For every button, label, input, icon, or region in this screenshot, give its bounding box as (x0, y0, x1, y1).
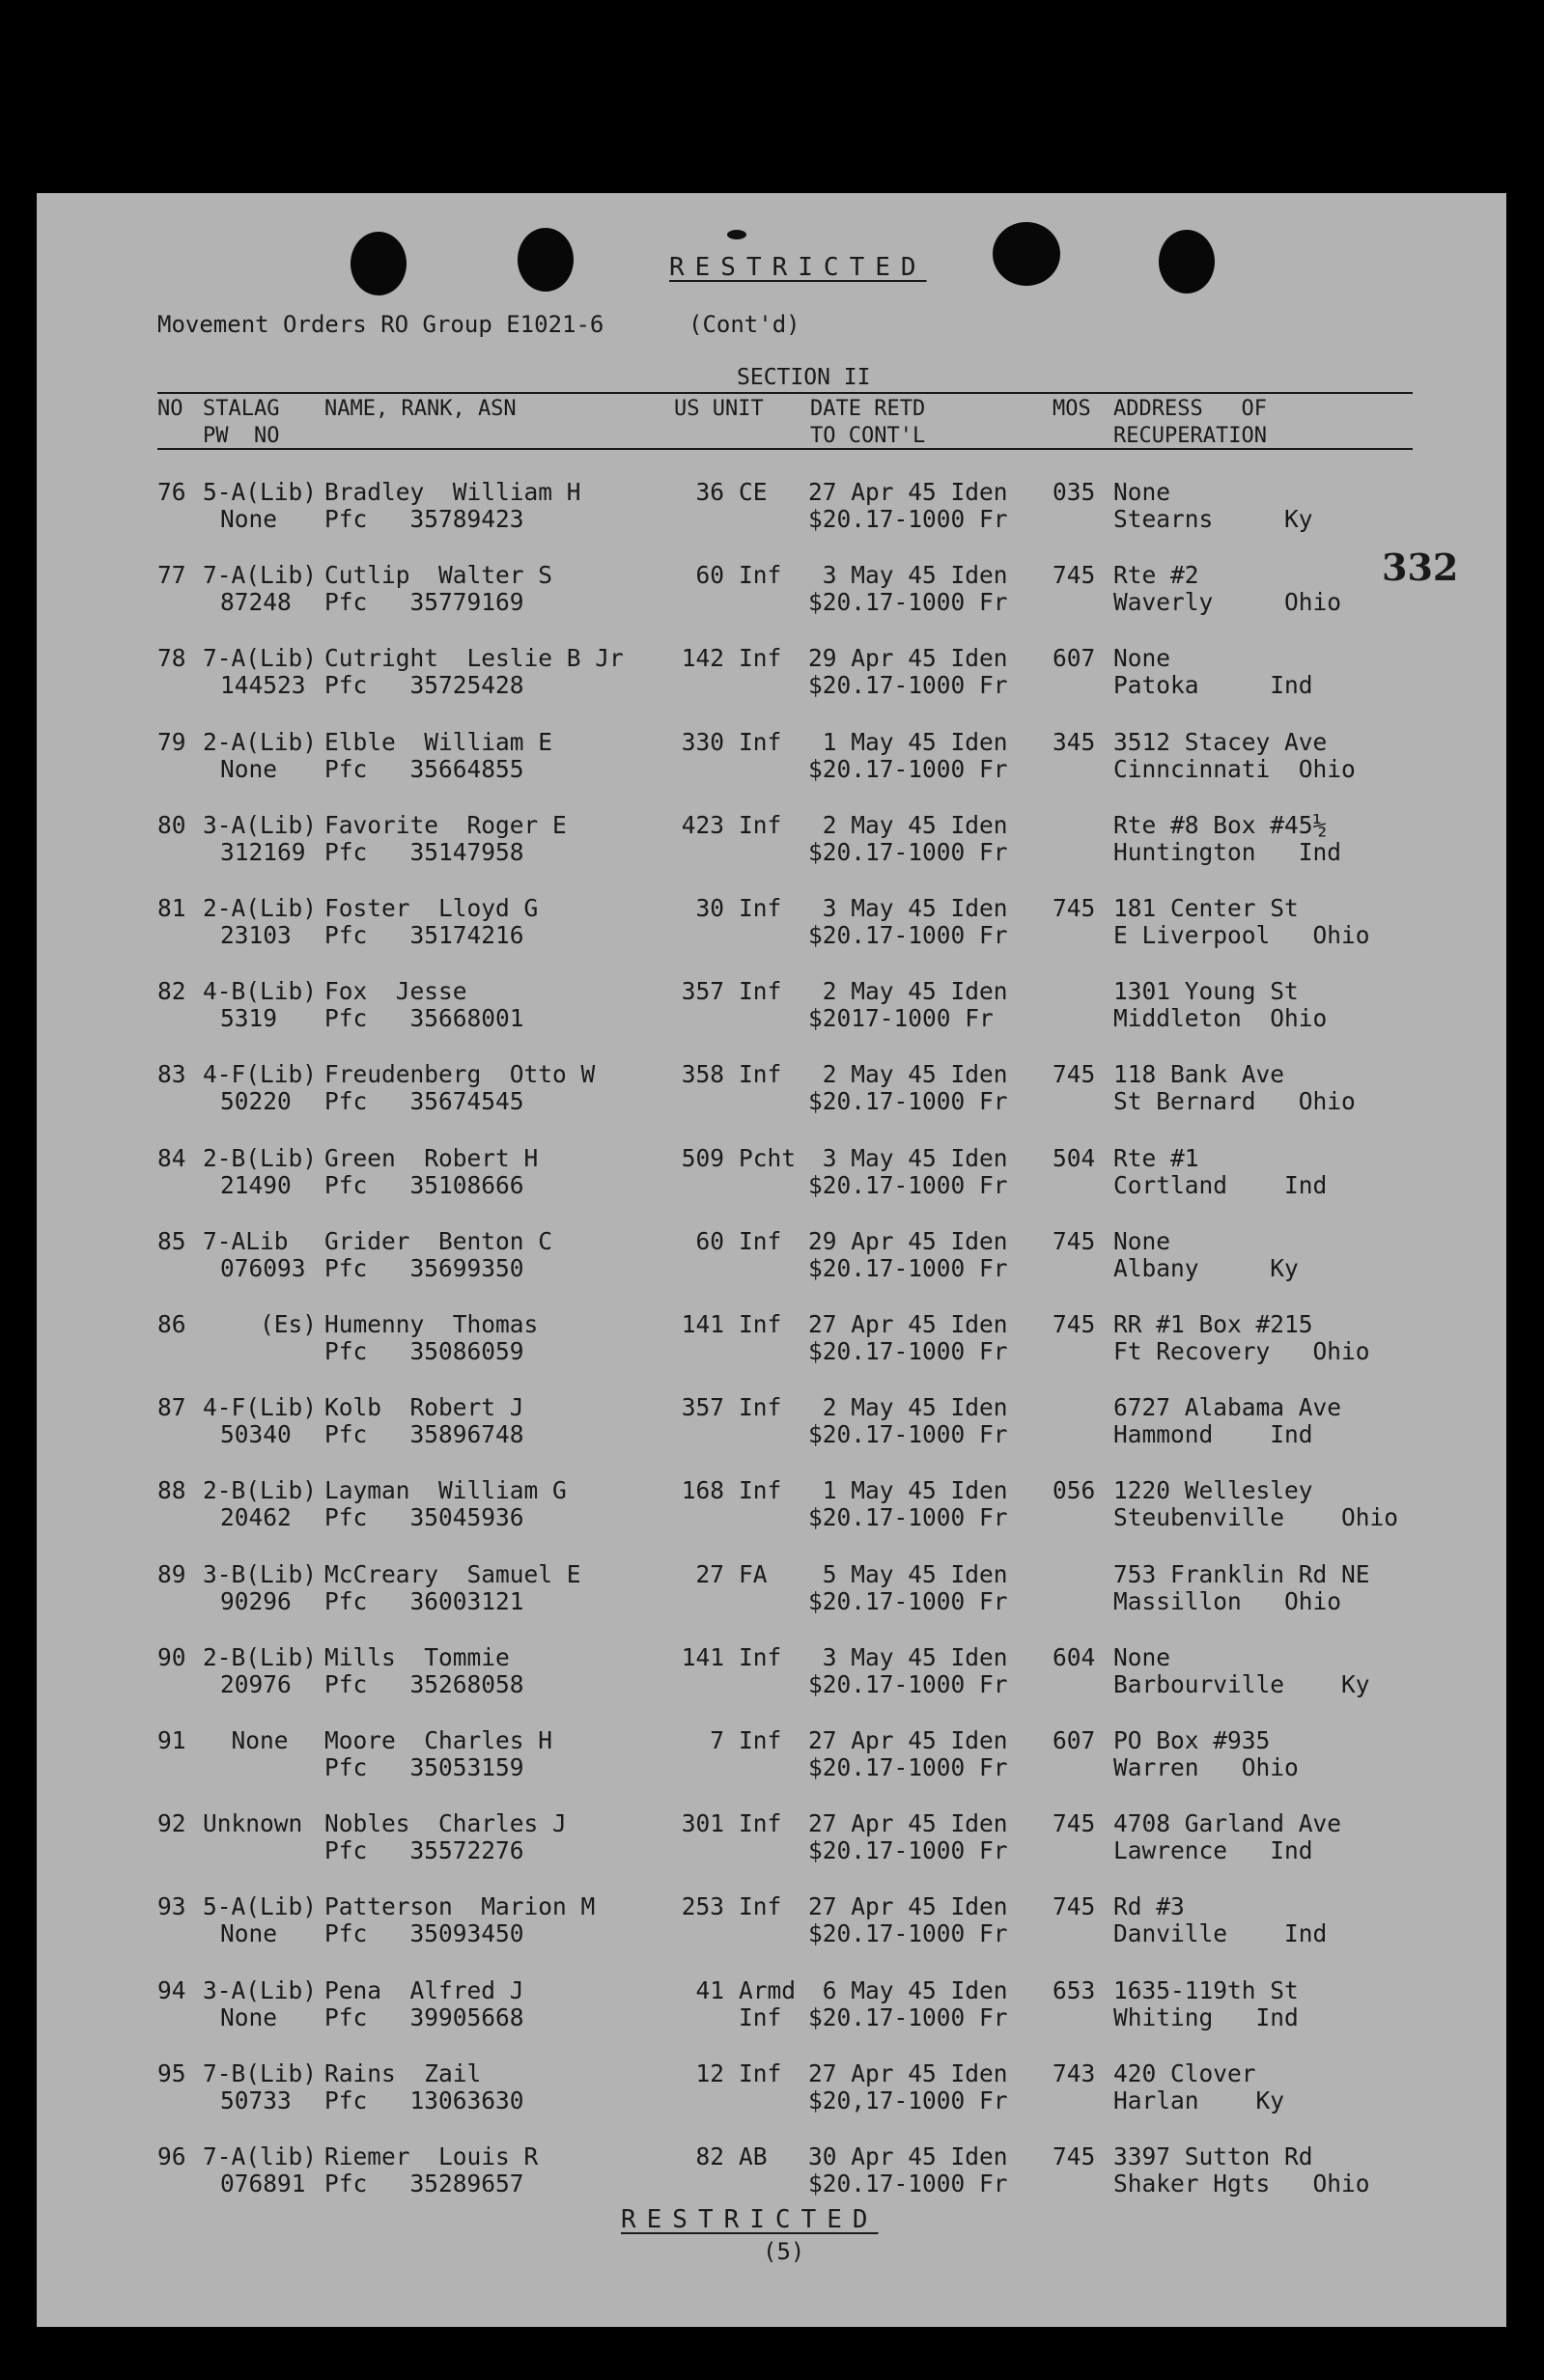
cell-stalag: 4-F(Lib) (203, 1393, 318, 1422)
page-stamp-number: 332 (1382, 546, 1459, 589)
cell-no: 87 (157, 1393, 186, 1422)
cell-stalag: 3-B(Lib) (203, 1559, 318, 1588)
cell-unit-num: 301 (681, 1809, 724, 1838)
page-number: (5) (763, 2238, 805, 2265)
cell-addr2: Patoka Ind (1113, 671, 1313, 700)
contd-label: (Cont'd) (688, 311, 800, 338)
cell-rank: Pfc 35664855 (324, 754, 524, 783)
cell-addr1: Rd #3 (1113, 1892, 1185, 1921)
cell-pw: None (220, 2002, 278, 2031)
cell-stalag: 5-A(Lib) (203, 1892, 318, 1921)
cell-no: 79 (157, 727, 186, 756)
cell-addr2: Whiting Ind (1113, 2002, 1299, 2031)
cell-pay: $20.17-1000 Fr (808, 837, 1008, 866)
cell-pw: 23103 (220, 921, 292, 949)
cell-addr1: 753 Franklin Rd NE (1113, 1559, 1370, 1588)
cell-addr2: Albany Ky (1113, 1253, 1299, 1282)
cell-mos: 745 (1053, 2142, 1096, 2170)
cell-addr1: None (1113, 478, 1171, 506)
cell-unit-type: Inf (739, 1310, 782, 1338)
cell-date: 27 Apr 45 Iden (808, 478, 1008, 506)
cell-pay: $20.17-1000 Fr (808, 921, 1008, 949)
cell-addr2: Ft Recovery Ohio (1113, 1337, 1370, 1365)
cell-addr1: None (1113, 1642, 1171, 1671)
cell-stalag: 3-A(Lib) (203, 1975, 318, 2004)
cell-name: Kolb Robert J (324, 1393, 524, 1422)
cell-unit-num: 30 (695, 894, 724, 922)
cell-date: 27 Apr 45 Iden (808, 1726, 1008, 1754)
col-pw-no: PW NO (203, 424, 280, 448)
cell-unit-num: 36 (695, 478, 724, 506)
cell-rank: Pfc 35045936 (324, 1503, 524, 1532)
cell-name: Humenny Thomas (324, 1310, 539, 1338)
cell-name: Pena Alfred J (324, 1975, 524, 2004)
cell-no: 95 (157, 2058, 186, 2087)
cell-rank: Pfc 35174216 (324, 921, 524, 949)
cell-unit-num: 141 (681, 1310, 724, 1338)
cell-addr2: Middleton Ohio (1113, 1004, 1328, 1033)
cell-no: 96 (157, 2142, 186, 2170)
cell-unit-type: Inf (739, 1476, 782, 1505)
col-name: NAME, RANK, ASN (324, 397, 517, 421)
cell-unit-type: FA (739, 1559, 768, 1588)
cell-no: 77 (157, 561, 186, 590)
cell-pw: 90296 (220, 1586, 292, 1615)
cell-name: Cutlip Walter S (324, 561, 553, 590)
cell-date: 3 May 45 Iden (808, 561, 1008, 590)
cell-date: 2 May 45 Iden (808, 810, 1008, 839)
cell-date: 6 May 45 Iden (808, 1975, 1008, 2004)
cell-no: 78 (157, 644, 186, 673)
cell-stalag: 4-F(Lib) (203, 1060, 318, 1089)
cell-unit-type: Inf (739, 561, 782, 590)
cell-stalag: 2-B(Lib) (203, 1642, 318, 1671)
cell-name: Freudenberg Otto W (324, 1060, 596, 1089)
cell-pay: $20.17-1000 Fr (808, 2170, 1008, 2198)
cell-mos: 056 (1053, 1476, 1096, 1505)
cell-name: Elble William E (324, 727, 553, 756)
cell-rank: Pfc 39905668 (324, 2002, 524, 2031)
cell-unit-type: Inf (739, 1726, 782, 1754)
cell-unit-num: 357 (681, 977, 724, 1006)
cell-pay: $20.17-1000 Fr (808, 1753, 1008, 1781)
cell-unit-type: AB (739, 2142, 768, 2170)
cell-unit-num: 168 (681, 1476, 724, 1505)
col-date: DATE RETD (810, 397, 926, 421)
cell-addr1: 3397 Sutton Rd (1113, 2142, 1313, 2170)
cell-unit-num: 358 (681, 1060, 724, 1089)
cell-rank: Pfc 13063630 (324, 2086, 524, 2114)
cell-pw: None (220, 1919, 278, 1948)
cell-pay: $2017-1000 Fr (808, 1004, 994, 1033)
cell-addr1: PO Box #935 (1113, 1726, 1271, 1754)
movement-orders-line: Movement Orders RO Group E1021-6 (157, 311, 604, 338)
cell-no: 82 (157, 977, 186, 1006)
cell-pw: None (220, 505, 278, 533)
cell-addr2: Barbourville Ky (1113, 1669, 1370, 1698)
cell-unit-num: 423 (681, 810, 724, 839)
cell-unit-num: 60 (695, 1226, 724, 1255)
cell-name: Nobles Charles J (324, 1809, 567, 1838)
cell-addr2: Hammond Ind (1113, 1420, 1313, 1449)
cell-no: 80 (157, 810, 186, 839)
cell-name: Layman William G (324, 1476, 567, 1505)
cell-rank: Pfc 35668001 (324, 1004, 524, 1033)
document-sheet (37, 193, 1506, 2327)
cell-no: 92 (157, 1809, 186, 1838)
cell-pay: $20.17-1000 Fr (808, 1586, 1008, 1615)
cell-unit-num: 60 (695, 561, 724, 590)
cell-date: 1 May 45 Iden (808, 727, 1008, 756)
cell-pay: $20.17-1000 Fr (808, 1087, 1008, 1116)
punch-hole (518, 228, 574, 292)
cell-rank: Pfc 35108666 (324, 1170, 524, 1199)
cell-stalag: 2-A(Lib) (203, 727, 318, 756)
cell-pay: $20.17-1000 Fr (808, 1337, 1008, 1365)
cell-addr1: Rte #8 Box #45½ (1113, 810, 1328, 839)
cell-rank: Pfc 35779169 (324, 588, 524, 617)
cell-name: Favorite Roger E (324, 810, 567, 839)
cell-rank: Pfc 35268058 (324, 1669, 524, 1698)
cell-date: 27 Apr 45 Iden (808, 1892, 1008, 1921)
cell-name: Green Robert H (324, 1143, 539, 1172)
cell-date: 27 Apr 45 Iden (808, 2058, 1008, 2087)
cell-date: 29 Apr 45 Iden (808, 644, 1008, 673)
cell-name: Grider Benton C (324, 1226, 553, 1255)
cell-unit-num: 7 (710, 1726, 724, 1754)
cell-pw: 50220 (220, 1087, 292, 1116)
cell-addr1: 420 Clover (1113, 2058, 1256, 2087)
cell-addr2: St Bernard Ohio (1113, 1087, 1356, 1116)
cell-mos: 607 (1053, 1726, 1096, 1754)
cell-pay: $20.17-1000 Fr (808, 1836, 1008, 1865)
cell-addr2: Cinncinnati Ohio (1113, 754, 1356, 783)
cell-no: 84 (157, 1143, 186, 1172)
cell-date: 29 Apr 45 Iden (808, 1226, 1008, 1255)
cell-pw: 144523 (220, 671, 306, 700)
cell-unit-num: 253 (681, 1892, 724, 1921)
cell-addr2: Harlan Ky (1113, 2086, 1285, 2114)
cell-pay: $20.17-1000 Fr (808, 588, 1008, 617)
cell-mos: 745 (1053, 1809, 1096, 1838)
cell-unit-type2: Inf (739, 2002, 782, 2031)
cell-pay: $20.17-1000 Fr (808, 1253, 1008, 1282)
cell-date: 27 Apr 45 Iden (808, 1310, 1008, 1338)
cell-unit-type: Inf (739, 644, 782, 673)
cell-pw: 21490 (220, 1170, 292, 1199)
cell-addr1: Rte #2 (1113, 561, 1199, 590)
header-rule-bottom (157, 448, 1413, 450)
cell-rank: Pfc 35896748 (324, 1420, 524, 1449)
cell-unit-type: Inf (739, 977, 782, 1006)
cell-stalag: 5-A(Lib) (203, 478, 318, 506)
cell-stalag: Unknown (203, 1809, 303, 1838)
restricted-header: RESTRICTED (669, 253, 927, 282)
cell-date: 5 May 45 Iden (808, 1559, 1008, 1588)
cell-rank: Pfc 35086059 (324, 1337, 524, 1365)
cell-pw: 076891 (220, 2170, 306, 2198)
cell-unit-type: Inf (739, 1060, 782, 1089)
cell-no: 89 (157, 1559, 186, 1588)
cell-unit-num: 142 (681, 644, 724, 673)
cell-name: Cutright Leslie B Jr (324, 644, 624, 673)
cell-addr1: 1635-119th St (1113, 1975, 1299, 2004)
cell-rank: Pfc 36003121 (324, 1586, 524, 1615)
cell-unit-type: Pcht (739, 1143, 797, 1172)
cell-rank: Pfc 35289657 (324, 2170, 524, 2198)
cell-rank: Pfc 35053159 (324, 1753, 524, 1781)
cell-pw: 20462 (220, 1503, 292, 1532)
cell-unit-num: 330 (681, 727, 724, 756)
col-no: NO (157, 397, 183, 421)
cell-unit-type: Inf (739, 727, 782, 756)
cell-no: 88 (157, 1476, 186, 1505)
cell-rank: Pfc 35674545 (324, 1087, 524, 1116)
cell-rank: Pfc 35572276 (324, 1836, 524, 1865)
cell-stalag: 2-A(Lib) (203, 894, 318, 922)
cell-stalag: 2-B(Lib) (203, 1476, 318, 1505)
cell-rank: Pfc 35147958 (324, 837, 524, 866)
cell-pay: $20.17-1000 Fr (808, 505, 1008, 533)
header-rule-top (157, 392, 1413, 394)
cell-name: Foster Lloyd G (324, 894, 539, 922)
cell-unit-num: 27 (695, 1559, 724, 1588)
cell-pay: $20.17-1000 Fr (808, 1919, 1008, 1948)
cell-pay: $20,17-1000 Fr (808, 2086, 1008, 2114)
cell-pay: $20.17-1000 Fr (808, 2002, 1008, 2031)
cell-addr2: Steubenville Ohio (1113, 1503, 1399, 1532)
cell-mos: 653 (1053, 1975, 1096, 2004)
cell-name: Riemer Louis R (324, 2142, 539, 2170)
cell-addr1: 118 Bank Ave (1113, 1060, 1285, 1089)
cell-mos: 035 (1053, 478, 1096, 506)
cell-name: McCreary Samuel E (324, 1559, 581, 1588)
cell-addr1: 6727 Alabama Ave (1113, 1393, 1342, 1422)
cell-no: 90 (157, 1642, 186, 1671)
punch-hole (1159, 230, 1215, 294)
cell-rank: Pfc 35789423 (324, 505, 524, 533)
cell-name: Moore Charles H (324, 1726, 553, 1754)
cell-pw: 076093 (220, 1253, 306, 1282)
cell-pw: None (220, 754, 278, 783)
cell-unit-type: Inf (739, 810, 782, 839)
cell-pw: 50340 (220, 1420, 292, 1449)
cell-mos: 745 (1053, 1226, 1096, 1255)
cell-mos: 607 (1053, 644, 1096, 673)
cell-unit-type: Inf (739, 894, 782, 922)
cell-stalag: 7-B(Lib) (203, 2058, 318, 2087)
cell-pay: $20.17-1000 Fr (808, 754, 1008, 783)
cell-date: 30 Apr 45 Iden (808, 2142, 1008, 2170)
cell-no: 86 (157, 1310, 186, 1338)
cell-no: 76 (157, 478, 186, 506)
cell-no: 85 (157, 1226, 186, 1255)
cell-addr2: E Liverpool Ohio (1113, 921, 1370, 949)
cell-stalag: (Es) (203, 1310, 318, 1338)
cell-mos: 743 (1053, 2058, 1096, 2087)
cell-addr2: Danville Ind (1113, 1919, 1328, 1948)
cell-mos: 745 (1053, 1892, 1096, 1921)
cell-addr1: RR #1 Box #215 (1113, 1310, 1313, 1338)
cell-date: 27 Apr 45 Iden (808, 1809, 1008, 1838)
ink-mark (727, 230, 746, 239)
cell-name: Bradley William H (324, 478, 581, 506)
col-stalag: STALAG (203, 397, 280, 421)
cell-addr1: 4708 Garland Ave (1113, 1809, 1342, 1838)
cell-pw: 312169 (220, 837, 306, 866)
col-address: ADDRESS OF (1113, 397, 1267, 421)
cell-no: 93 (157, 1892, 186, 1921)
cell-unit-type: Inf (739, 1892, 782, 1921)
cell-no: 91 (157, 1726, 186, 1754)
cell-unit-num: 12 (695, 2058, 724, 2087)
cell-mos: 745 (1053, 561, 1096, 590)
cell-stalag: 4-B(Lib) (203, 977, 318, 1006)
cell-unit-type: Armd (739, 1975, 797, 2004)
cell-unit-type: Inf (739, 1642, 782, 1671)
cell-addr1: 1301 Young St (1113, 977, 1299, 1006)
cell-unit-type: Inf (739, 1393, 782, 1422)
cell-unit-num: 41 (695, 1975, 724, 2004)
col-recuperation: RECUPERATION (1113, 424, 1267, 448)
cell-name: Rains Zail (324, 2058, 482, 2087)
cell-pw: 20976 (220, 1669, 292, 1698)
cell-no: 94 (157, 1975, 186, 2004)
cell-stalag: 7-A(Lib) (203, 561, 318, 590)
cell-pay: $20.17-1000 Fr (808, 1170, 1008, 1199)
cell-addr2: Cortland Ind (1113, 1170, 1328, 1199)
col-unit: US UNIT (674, 397, 764, 421)
cell-addr1: 181 Center St (1113, 894, 1299, 922)
cell-addr1: 1220 Wellesley (1113, 1476, 1313, 1505)
cell-date: 2 May 45 Iden (808, 977, 1008, 1006)
punch-hole (993, 222, 1060, 286)
cell-mos: 745 (1053, 894, 1096, 922)
section-title: SECTION II (737, 365, 871, 390)
cell-stalag: None (203, 1726, 289, 1754)
cell-date: 1 May 45 Iden (808, 1476, 1008, 1505)
cell-stalag: 7-ALib (203, 1226, 289, 1255)
cell-pay: $20.17-1000 Fr (808, 1503, 1008, 1532)
cell-unit-num: 141 (681, 1642, 724, 1671)
cell-mos: 604 (1053, 1642, 1096, 1671)
cell-name: Patterson Marion M (324, 1892, 596, 1921)
cell-unit-num: 82 (695, 2142, 724, 2170)
punch-hole (351, 232, 407, 295)
cell-stalag: 7-A(Lib) (203, 644, 318, 673)
cell-addr1: Rte #1 (1113, 1143, 1199, 1172)
cell-unit-num: 509 (681, 1143, 724, 1172)
cell-pay: $20.17-1000 Fr (808, 1669, 1008, 1698)
cell-addr1: 3512 Stacey Ave (1113, 727, 1328, 756)
cell-no: 81 (157, 894, 186, 922)
cell-rank: Pfc 35699350 (324, 1253, 524, 1282)
cell-addr2: Huntington Ind (1113, 837, 1342, 866)
cell-unit-type: Inf (739, 1809, 782, 1838)
cell-mos: 745 (1053, 1060, 1096, 1089)
cell-rank: Pfc 35725428 (324, 671, 524, 700)
cell-addr1: None (1113, 1226, 1171, 1255)
cell-no: 83 (157, 1060, 186, 1089)
cell-pay: $20.17-1000 Fr (808, 671, 1008, 700)
col-date-2: TO CONT'L (810, 424, 926, 448)
cell-unit-type: Inf (739, 1226, 782, 1255)
cell-unit-num: 357 (681, 1393, 724, 1422)
cell-date: 3 May 45 Iden (808, 1143, 1008, 1172)
cell-mos: 504 (1053, 1143, 1096, 1172)
cell-addr2: Stearns Ky (1113, 505, 1313, 533)
cell-unit-type: Inf (739, 2058, 782, 2087)
cell-addr1: None (1113, 644, 1171, 673)
cell-pw: 5319 (220, 1004, 278, 1033)
cell-name: Fox Jesse (324, 977, 467, 1006)
cell-mos: 345 (1053, 727, 1096, 756)
cell-mos: 745 (1053, 1310, 1096, 1338)
cell-addr2: Waverly Ohio (1113, 588, 1342, 617)
cell-addr2: Massillon Ohio (1113, 1586, 1342, 1615)
cell-pay: $20.17-1000 Fr (808, 1420, 1008, 1449)
cell-unit-type: CE (739, 478, 768, 506)
cell-pw: 50733 (220, 2086, 292, 2114)
cell-pw: 87248 (220, 588, 292, 617)
cell-addr2: Warren Ohio (1113, 1753, 1299, 1781)
cell-stalag: 7-A(lib) (203, 2142, 318, 2170)
cell-addr2: Lawrence Ind (1113, 1836, 1313, 1865)
cell-date: 3 May 45 Iden (808, 894, 1008, 922)
restricted-footer: RESTRICTED (621, 2205, 879, 2234)
cell-date: 2 May 45 Iden (808, 1393, 1008, 1422)
cell-addr2: Shaker Hgts Ohio (1113, 2170, 1370, 2198)
cell-date: 3 May 45 Iden (808, 1642, 1008, 1671)
cell-name: Mills Tommie (324, 1642, 510, 1671)
cell-stalag: 2-B(Lib) (203, 1143, 318, 1172)
cell-date: 2 May 45 Iden (808, 1060, 1008, 1089)
cell-rank: Pfc 35093450 (324, 1919, 524, 1948)
col-mos: MOS (1053, 397, 1091, 421)
cell-stalag: 3-A(Lib) (203, 810, 318, 839)
